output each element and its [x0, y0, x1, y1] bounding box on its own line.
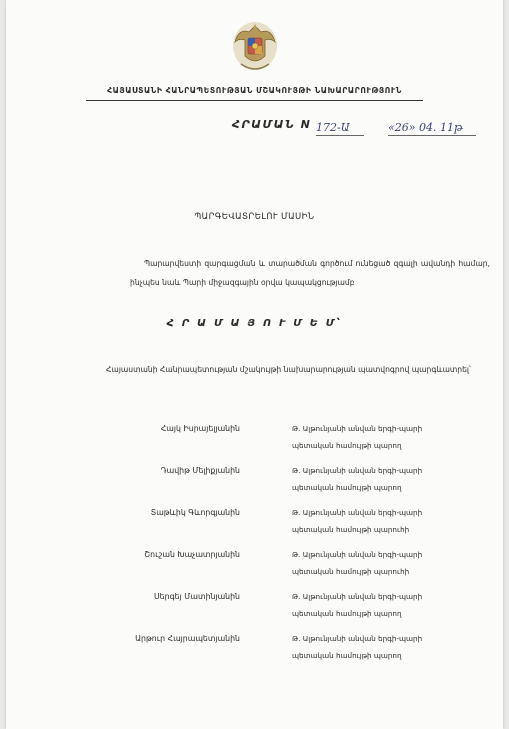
- recipient-position: Թ. Ալթունյանի անվան երգի-պարի պետական համույթի պարող: [292, 466, 423, 492]
- recipient-name: Հայկ Իսրայելյանին: [160, 424, 240, 433]
- recipient-position: Թ. Ալթունյանի անվան երգի-պարի պետական համույթի պարող: [292, 634, 423, 660]
- recipient-position: Թ. Ալթունյանի անվան երգի-պարի պետական համույթի պարող: [292, 592, 423, 618]
- order-heading: [232, 118, 311, 131]
- order-number: 172-Ա: [316, 121, 350, 134]
- order-subject: ՊԱՐԳԵՎԱՏՐԵԼՈՒ ՄԱՍԻՆ: [194, 212, 315, 222]
- coat-of-arms-emblem: [231, 20, 279, 76]
- header-divider: [86, 100, 423, 101]
- recipient-name: Սերգեյ Մատինյանին: [153, 592, 240, 601]
- recipient-position: Թ. Ալթունյանի անվան երգի-պարի պետական համույթի պարուհի: [292, 508, 423, 534]
- order-number-line: [316, 116, 364, 136]
- recipient-name: Տաթևիկ Գևորգյանին: [150, 508, 240, 517]
- order-date: «26» 04. 11թ: [388, 121, 463, 134]
- ministry-name: ՀԱՅԱՍՏԱՆԻ ՀԱՆՐԱՊԵՏՈՒԹՅԱՆ ՄՇԱԿՈՒՅԹԻ ՆԱԽԱՐԱՐՈՒԹՅՈՒՆ: [107, 86, 402, 95]
- order-date-line: [388, 116, 476, 136]
- intro-paragraph: Պարարվեստի զարգացման և տարածման գործում ունեցած զգալի ավանդի համար, ինչպես նաև Պարի միջազգային օրվա կապակցությամբ: [130, 259, 490, 287]
- award-paragraph: Հայաստանի Հանրապետության մշակույթի նախարարության պատվոգրով պարգևատրել՝: [106, 365, 471, 374]
- recipient-name: Արթուր Հայրապետյանին: [135, 634, 240, 643]
- recipient-position: Թ. Ալթունյանի անվան երգի-պարի պետական համույթի պարուհի: [292, 550, 423, 576]
- recipient-position: Թ. Ալթունյանի անվան երգի-պարի պետական համույթի պարող: [292, 424, 423, 450]
- decree-heading: Հ Ր Ա Մ Ա Յ Ո Ւ Մ Ե Մ՝: [166, 318, 343, 329]
- recipient-name: Դավիթ Մելիքյանին: [160, 466, 240, 475]
- recipient-name: Շուշան Խաչատրյանին: [144, 550, 240, 559]
- order-label: ՀՐԱՄԱՆ N: [232, 118, 312, 131]
